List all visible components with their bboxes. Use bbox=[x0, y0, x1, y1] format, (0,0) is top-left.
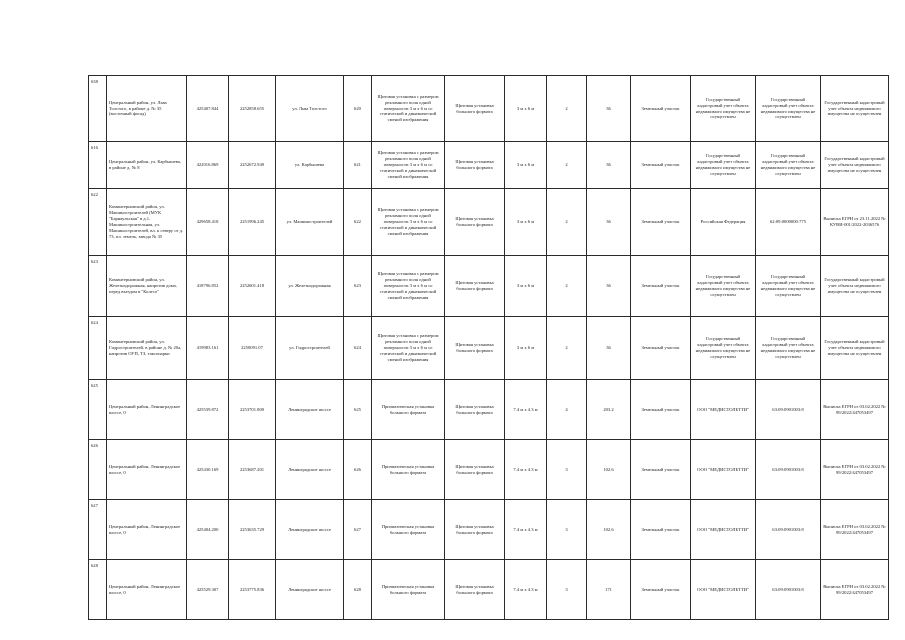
street-cell: Ленинградское шоссе bbox=[276, 500, 344, 560]
land-kind-cell: Земельный участок bbox=[631, 142, 691, 189]
coord-y-cell: 2252601.418 bbox=[229, 256, 276, 317]
size-cell: 3 м х 6 м bbox=[505, 256, 547, 317]
land-kind-cell: Земельный участок bbox=[631, 440, 691, 500]
registry-cell: Государственный кадастровый учет объекта недвижимого имущества не осуществлен bbox=[821, 256, 889, 317]
code-cell: 626 bbox=[344, 440, 372, 500]
size-cell: 3 м х 6 м bbox=[505, 189, 547, 256]
code-cell: 620 bbox=[344, 76, 372, 142]
table-row bbox=[89, 142, 889, 189]
area-cell: 171 bbox=[587, 560, 631, 620]
type-cell: Щитовая установка большого формата bbox=[445, 142, 505, 189]
owner-cell: ООО "МЕДИСТОЛБТТИ" bbox=[691, 380, 756, 440]
cadastral-cell: Государственный кадастровый учет объекта недвижимого имущества не осуществлен bbox=[756, 76, 821, 142]
land-kind-cell: Земельный участок bbox=[631, 560, 691, 620]
coord-x-cell: 425430.169 bbox=[187, 440, 229, 500]
owner-cell: Государственный кадастровый учет объекта недвижимого имущества не осуществлен bbox=[691, 76, 756, 142]
registry-cell: Выписка ЕГРН от 03.02.2022 № 99/2022/447053497 bbox=[821, 560, 889, 620]
cadastral-cell: 63:09:0901003:8 bbox=[756, 440, 821, 500]
area-cell: 102.6 bbox=[587, 500, 631, 560]
row-number: 622 bbox=[89, 189, 107, 256]
code-cell: 624 bbox=[344, 317, 372, 380]
row-number: 626 bbox=[89, 440, 107, 500]
land-kind-cell: Земельный участок bbox=[631, 76, 691, 142]
address-cell: Центральный район, Ленинградское шоссе, 0 bbox=[107, 560, 187, 620]
address-cell: Коминтерновский район, ул. Машиностроителей (МУК "Барнаульская" в д.1. Машиностроительная, ул. Машиностроителей, вл. к северу от д. 73, пл. земель, завода № 35 bbox=[107, 189, 187, 256]
description-cell: Призматическая установка большого формата bbox=[372, 560, 445, 620]
street-cell: ул. Гидростроителей bbox=[276, 317, 344, 380]
area-cell: 36 bbox=[587, 142, 631, 189]
description-cell: Щитовая установка с размером рекламного поля одной поверхности 3 м х 6 м со статической и динамической сменой изображения bbox=[372, 317, 445, 380]
area-cell: 102.6 bbox=[587, 440, 631, 500]
area-cell: 36 bbox=[587, 189, 631, 256]
table-row bbox=[89, 380, 889, 440]
code-cell: 628 bbox=[344, 560, 372, 620]
row-number: 624 bbox=[89, 317, 107, 380]
registry-cell: Выписка ЕГРН от 03.02.2022 № 99/2022/447053497 bbox=[821, 380, 889, 440]
sides-cell: 2 bbox=[547, 142, 587, 189]
registry-cell: Государственный кадастровый учет объекта недвижимого имущества не осуществлен bbox=[821, 142, 889, 189]
coord-x-cell: 419983.161 bbox=[187, 317, 229, 380]
street-cell: Ленинградское шоссе bbox=[276, 560, 344, 620]
table-row bbox=[89, 500, 889, 560]
registry-cell: Выписка ЕГРН от 23.11.2022 № КУВИ-001/2022-2036576 bbox=[821, 189, 889, 256]
address-cell: Коминтерновский район, ул. Гидростроителей, в районе д. № 20а, напротив ОУП, ТЗ, таксопарки bbox=[107, 317, 187, 380]
owner-cell: ООО "МЕДИСТОЛБТТИ" bbox=[691, 500, 756, 560]
table-row bbox=[89, 76, 889, 142]
size-cell: 7.4 м х 4.3 м bbox=[505, 440, 547, 500]
owner-cell: Государственный кадастровый учет объекта недвижимого имущества не осуществлен bbox=[691, 142, 756, 189]
cadastral-cell: Государственный кадастровый учет объекта недвижимого имущества не осуществлен bbox=[756, 142, 821, 189]
street-cell: ул. Карбышева bbox=[276, 142, 344, 189]
row-number: 616 bbox=[89, 142, 107, 189]
cadastral-cell: 62:09:0000000:775 bbox=[756, 189, 821, 256]
street-cell: Ленинградское шоссе bbox=[276, 380, 344, 440]
area-cell: 36 bbox=[587, 256, 631, 317]
sides-cell: 3 bbox=[547, 560, 587, 620]
owner-cell: Российская Федерация bbox=[691, 189, 756, 256]
land-kind-cell: Земельный участок bbox=[631, 380, 691, 440]
type-cell: Щитовая установка большого формата bbox=[445, 500, 505, 560]
coord-y-cell: 2250091.07 bbox=[229, 317, 276, 380]
street-cell: ул. Льва Толстого bbox=[276, 76, 344, 142]
row-number: 638 bbox=[89, 76, 107, 142]
table-row bbox=[89, 560, 889, 620]
owner-cell: ООО "МЕДИСТОЛБТТИ" bbox=[691, 440, 756, 500]
cadastral-cell: 63:09:0901003:8 bbox=[756, 500, 821, 560]
coord-y-cell: 2253635.729 bbox=[229, 500, 276, 560]
coord-x-cell: 425404.200 bbox=[187, 500, 229, 560]
type-cell: Щитовая установка большого формата bbox=[445, 317, 505, 380]
street-cell: ул. Железнодорожная bbox=[276, 256, 344, 317]
street-cell: Ленинградское шоссе bbox=[276, 440, 344, 500]
size-cell: 3 м х 6 м bbox=[505, 317, 547, 380]
code-cell: 621 bbox=[344, 142, 372, 189]
size-cell: 3 м х 6 м bbox=[505, 76, 547, 142]
document-page bbox=[88, 75, 886, 620]
address-cell: Коминтерновский район, ул. Железнодорожная, напротив дома, перед въездом в "Колесо" bbox=[107, 256, 187, 317]
coord-x-cell: 429658.418 bbox=[187, 189, 229, 256]
coord-x-cell: 422016.869 bbox=[187, 142, 229, 189]
description-cell: Призматическая установка большого формата bbox=[372, 440, 445, 500]
description-cell: Щитовая установка с размером рекламного поля одной поверхности 3 м х 6 м со статической и динамической сменой изображения bbox=[372, 142, 445, 189]
coord-y-cell: 2253775.836 bbox=[229, 560, 276, 620]
code-cell: 622 bbox=[344, 189, 372, 256]
street-cell: ул. Машиностроителей bbox=[276, 189, 344, 256]
type-cell: Щитовая установка большого формата bbox=[445, 76, 505, 142]
code-cell: 625 bbox=[344, 380, 372, 440]
advertising-structures-table bbox=[88, 75, 889, 620]
address-cell: Центральный район, Ленинградское шоссе, 0 bbox=[107, 500, 187, 560]
area-cell: 203.2 bbox=[587, 380, 631, 440]
size-cell: 7.4 м х 4.3 м bbox=[505, 500, 547, 560]
row-number: 623 bbox=[89, 256, 107, 317]
sides-cell: 2 bbox=[547, 76, 587, 142]
table-row bbox=[89, 440, 889, 500]
row-number: 628 bbox=[89, 560, 107, 620]
coord-y-cell: 2253701.800 bbox=[229, 380, 276, 440]
type-cell: Щитовая установка большого формата bbox=[445, 189, 505, 256]
address-cell: Центральный район, Ленинградское шоссе, 0 bbox=[107, 440, 187, 500]
address-cell: Центральный район, ул. Карбышева, в районе д. № 8 bbox=[107, 142, 187, 189]
type-cell: Щитовая установка большого формата bbox=[445, 440, 505, 500]
coord-x-cell: 425407.844 bbox=[187, 76, 229, 142]
row-number: 625 bbox=[89, 380, 107, 440]
cadastral-cell: 63:09:0901003:8 bbox=[756, 380, 821, 440]
type-cell: Щитовая установка большого формата bbox=[445, 560, 505, 620]
registry-cell: Государственный кадастровый учет объекта недвижимого имущества не осуществлен bbox=[821, 76, 889, 142]
sides-cell: 3 bbox=[547, 500, 587, 560]
type-cell: Щитовая установка большого формата bbox=[445, 256, 505, 317]
description-cell: Щитовая установка с размером рекламного поля одной поверхности 3 м х 6 м со статической и динамической сменой изображения bbox=[372, 76, 445, 142]
sides-cell: 2 bbox=[547, 317, 587, 380]
size-cell: 3 м х 6 м bbox=[505, 142, 547, 189]
size-cell: 7.4 м х 4.3 м bbox=[505, 380, 547, 440]
coord-y-cell: 2252858.655 bbox=[229, 76, 276, 142]
land-kind-cell: Земельный участок bbox=[631, 189, 691, 256]
type-cell: Щитовая установка большого формата bbox=[445, 380, 505, 440]
owner-cell: ООО "МЕДИСТОЛБТТИ" bbox=[691, 560, 756, 620]
coord-x-cell: 425529.307 bbox=[187, 560, 229, 620]
land-kind-cell: Земельный участок bbox=[631, 500, 691, 560]
coord-x-cell: 425539.872 bbox=[187, 380, 229, 440]
table-row bbox=[89, 256, 889, 317]
description-cell: Щитовая установка с размером рекламного поля одной поверхности 3 м х 6 м со статической и динамической сменой изображения bbox=[372, 189, 445, 256]
registry-cell: Государственный кадастровый учет объекта недвижимого имущества не осуществлен bbox=[821, 317, 889, 380]
table-row bbox=[89, 189, 889, 256]
address-cell: Центральный район, ул. Льва Толстого, в районе д. № 35 (восточный фасад) bbox=[107, 76, 187, 142]
code-cell: 627 bbox=[344, 500, 372, 560]
coord-x-cell: 418796.852 bbox=[187, 256, 229, 317]
description-cell: Призматическая установка большого формата bbox=[372, 500, 445, 560]
description-cell: Призматическая установка большого формата bbox=[372, 380, 445, 440]
coord-y-cell: 2252672.949 bbox=[229, 142, 276, 189]
size-cell: 7.4 м х 4.3 м bbox=[505, 560, 547, 620]
owner-cell: Государственный кадастровый учет объекта недвижимого имущества не осуществлен bbox=[691, 256, 756, 317]
land-kind-cell: Земельный участок bbox=[631, 256, 691, 317]
owner-cell: Государственный кадастровый учет объекта недвижимого имущества не осуществлен bbox=[691, 317, 756, 380]
row-number: 627 bbox=[89, 500, 107, 560]
coord-y-cell: 2251996.245 bbox=[229, 189, 276, 256]
area-cell: 36 bbox=[587, 76, 631, 142]
code-cell: 623 bbox=[344, 256, 372, 317]
address-cell: Центральный район, Ленинградское шоссе, 0 bbox=[107, 380, 187, 440]
coord-y-cell: 2253687.201 bbox=[229, 440, 276, 500]
sides-cell: 4 bbox=[547, 380, 587, 440]
table-row bbox=[89, 317, 889, 380]
sides-cell: 2 bbox=[547, 256, 587, 317]
registry-cell: Выписка ЕГРН от 03.02.2022 № 99/2022/447053497 bbox=[821, 500, 889, 560]
cadastral-cell: 63:09:0901003:8 bbox=[756, 560, 821, 620]
description-cell: Щитовая установка с размером рекламного поля одной поверхности 3 м х 6 м со статической и динамической сменой изображения bbox=[372, 256, 445, 317]
registry-cell: Выписка ЕГРН от 03.02.2022 № 99/2022/447053497 bbox=[821, 440, 889, 500]
sides-cell: 3 bbox=[547, 440, 587, 500]
land-kind-cell: Земельный участок bbox=[631, 317, 691, 380]
area-cell: 36 bbox=[587, 317, 631, 380]
cadastral-cell: Государственный кадастровый учет объекта недвижимого имущества не осуществлен bbox=[756, 317, 821, 380]
sides-cell: 2 bbox=[547, 189, 587, 256]
cadastral-cell: Государственный кадастровый учет объекта недвижимого имущества не осуществлен bbox=[756, 256, 821, 317]
